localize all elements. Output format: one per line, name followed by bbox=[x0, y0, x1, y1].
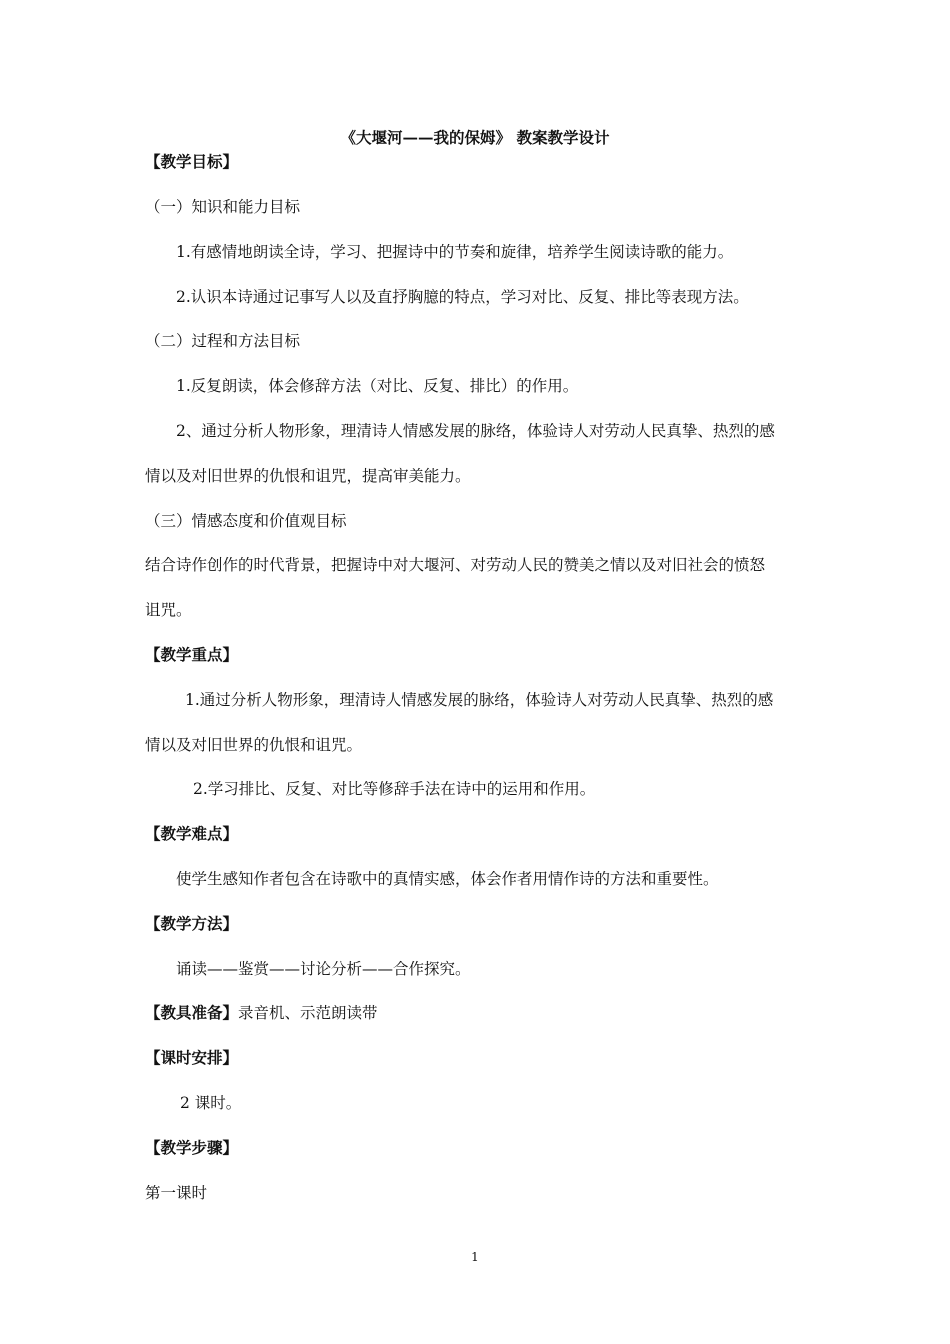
section-heading-methods: 【教学方法】 bbox=[145, 914, 239, 933]
paragraph: 1.有感情地朗读全诗，学习、把握诗中的节奏和旋律，培养学生阅读诗歌的能力。 bbox=[176, 243, 734, 261]
section-heading-steps: 【教学步骤】 bbox=[145, 1138, 239, 1157]
paragraph: 第一课时 bbox=[145, 1184, 208, 1202]
paragraph: 结合诗作创作的时代背景，把握诗中对大堰河、对劳动人民的赞美之情以及对旧社会的愤怒 bbox=[145, 556, 766, 574]
page-number: 1 bbox=[471, 1250, 479, 1264]
paragraph: 2.学习排比、反复、对比等修辞手法在诗中的运用和作用。 bbox=[193, 780, 596, 798]
subheading-process: （二）过程和方法目标 bbox=[145, 332, 301, 350]
paragraph: 诵读——鉴赏——讨论分析——合作探究。 bbox=[176, 960, 471, 978]
section-heading-difficulties: 【教学难点】 bbox=[145, 824, 239, 843]
section-heading-materials: 【教具准备】录音机、示范朗读带 bbox=[145, 1003, 378, 1022]
paragraph: 2.认识本诗通过记事写人以及直抒胸臆的特点，学习对比、反复、排比等表现方法。 bbox=[176, 288, 749, 306]
paragraph: 2 课时。 bbox=[180, 1094, 242, 1112]
paragraph-continuation: 情以及对旧世界的仇恨和诅咒，提高审美能力。 bbox=[145, 467, 471, 485]
paragraph: 2、通过分析人物形象，理清诗人情感发展的脉络，体验诗人对劳动人民真挚、热烈的感 bbox=[176, 422, 775, 440]
paragraph: 1.通过分析人物形象，理清诗人情感发展的脉络，体验诗人对劳动人民真挚、热烈的感 bbox=[185, 691, 774, 709]
paragraph-continuation: 情以及对旧世界的仇恨和诅咒。 bbox=[145, 736, 363, 754]
subheading-knowledge: （一）知识和能力目标 bbox=[145, 198, 301, 216]
section-heading-schedule: 【课时安排】 bbox=[145, 1048, 239, 1067]
paragraph: 1.反复朗读，体会修辞方法（对比、反复、排比）的作用。 bbox=[176, 377, 579, 395]
page-title: 《大堰河——我的保姆》 教案教学设计 bbox=[340, 128, 610, 147]
section-heading-objectives: 【教学目标】 bbox=[145, 152, 239, 171]
section-heading-key-points: 【教学重点】 bbox=[145, 645, 239, 664]
paragraph: 使学生感知作者包含在诗歌中的真情实感，体会作者用情作诗的方法和重要性。 bbox=[176, 870, 719, 888]
paragraph-continuation: 诅咒。 bbox=[145, 601, 192, 619]
subheading-emotion: （三）情感态度和价值观目标 bbox=[145, 512, 347, 530]
